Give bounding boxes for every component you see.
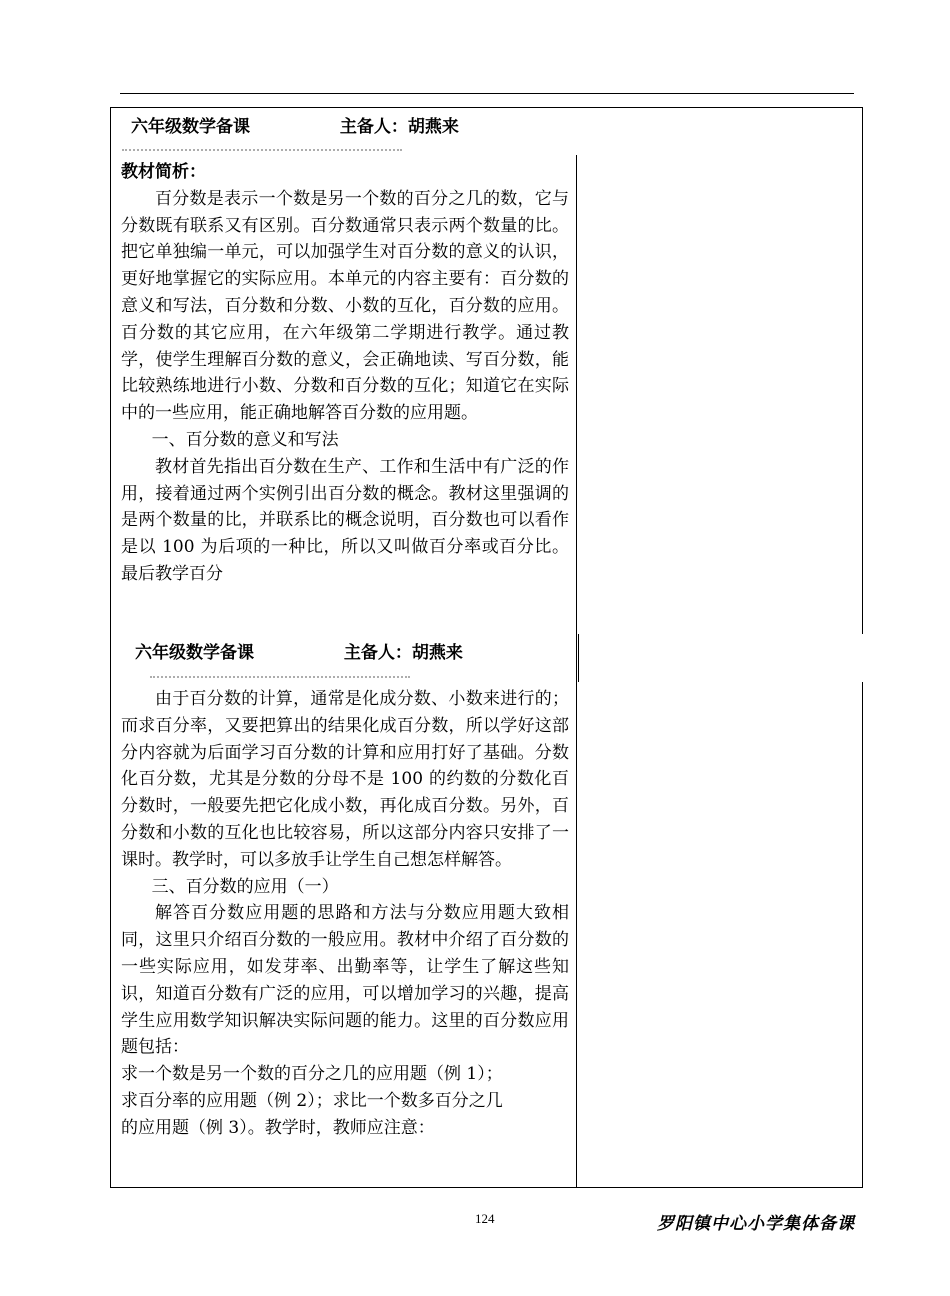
paragraph-meaning: 教材首先指出百分数在生产、工作和生活中有广泛的作用，接着通过两个实例引出百分数的概念。教材这里强调的是两个数量的比，并联系比的概念说明，百分数也可以看作是以 100 为后项的一种比，所以又叫做百分率或百分比。最后教学百分 (121, 456, 569, 584)
faded-text-strip (150, 676, 410, 684)
course-title: 六年级数学备课 (135, 643, 254, 663)
column-divider (576, 155, 577, 1188)
analysis-block-1 (121, 159, 569, 588)
preparer-label: 主备人：胡燕来 (343, 643, 463, 663)
paragraph-intro: 百分数是表示一个数是另一个数的百分之几的数，它与分数既有联系又有区别。百分数通常只表示两个数量的比。把它单独编一单元，可以加强学生对百分数的意义的认识，更好地掌握它的实际应用。本单元的内容主要有：百分数的意义和写法，百分数和分数、小数的互化，百分数的应用。百分数的其它应用，在六年级第二学期进行教学。通过教学，使学生理解百分数的意义，会正确地读、写百分数，能比较熟练地进行小数、分数和百分数的互化；知道它在实际中的一些应用，能正确地解答百分数的应用题。 (121, 188, 569, 424)
list-line-3: 的应用题（例 3）。教学时，教师应注意： (121, 1117, 435, 1138)
preparer-label: 主备人：胡燕来 (339, 117, 459, 137)
faded-text-strip (122, 149, 402, 157)
section-title: 教材简析： (121, 162, 206, 182)
heading-meaning-writing: 一、百分数的意义和写法 (151, 429, 339, 450)
page-header-second (135, 638, 463, 663)
school-name: 罗阳镇中心小学集体备课 (657, 1214, 855, 1234)
list-line-2: 求百分率的应用题（例 2）；求比一个数多百分之几 (121, 1090, 503, 1111)
paragraph-application: 解答百分数应用题的思路和方法与分数应用题大致相同，这里只介绍百分数的一般应用。教材中介绍了百分数的一些实际应用，如发芽率、出勤率等，让学生了解这些知识，知道百分数有广泛的应用，可以增加学习的兴趣，提高学生应用数学知识解决实际问题的能力。这里的百分数应用题包括： (121, 903, 569, 1058)
top-rule (120, 93, 854, 94)
course-title: 六年级数学备课 (131, 117, 250, 137)
header-band-right (578, 634, 863, 682)
heading-application: 三、百分数的应用（一） (151, 876, 339, 897)
page-header-top (131, 112, 459, 137)
paragraph-conversion: 由于百分数的计算，通常是化成分数、小数来进行的；而求百分率，又要把算出的结果化成百分数，所以学好这部分内容就为后面学习百分数的计算和应用打好了基础。分数化百分数，尤其是分数的分母不是 100 的约数的分数化百分数时，一般要先把它化成小数，再化成百分数。另外，百分数和小数的互化也比较容易，所以这部分内容只安排了一课时。教学时，可以多放手让学生自己想怎样解答。 (121, 689, 569, 870)
analysis-block-2 (121, 686, 569, 1142)
page-number: 124 (475, 1211, 495, 1226)
list-line-1: 求一个数是另一个数的百分之几的应用题（例 1）； (121, 1064, 503, 1085)
